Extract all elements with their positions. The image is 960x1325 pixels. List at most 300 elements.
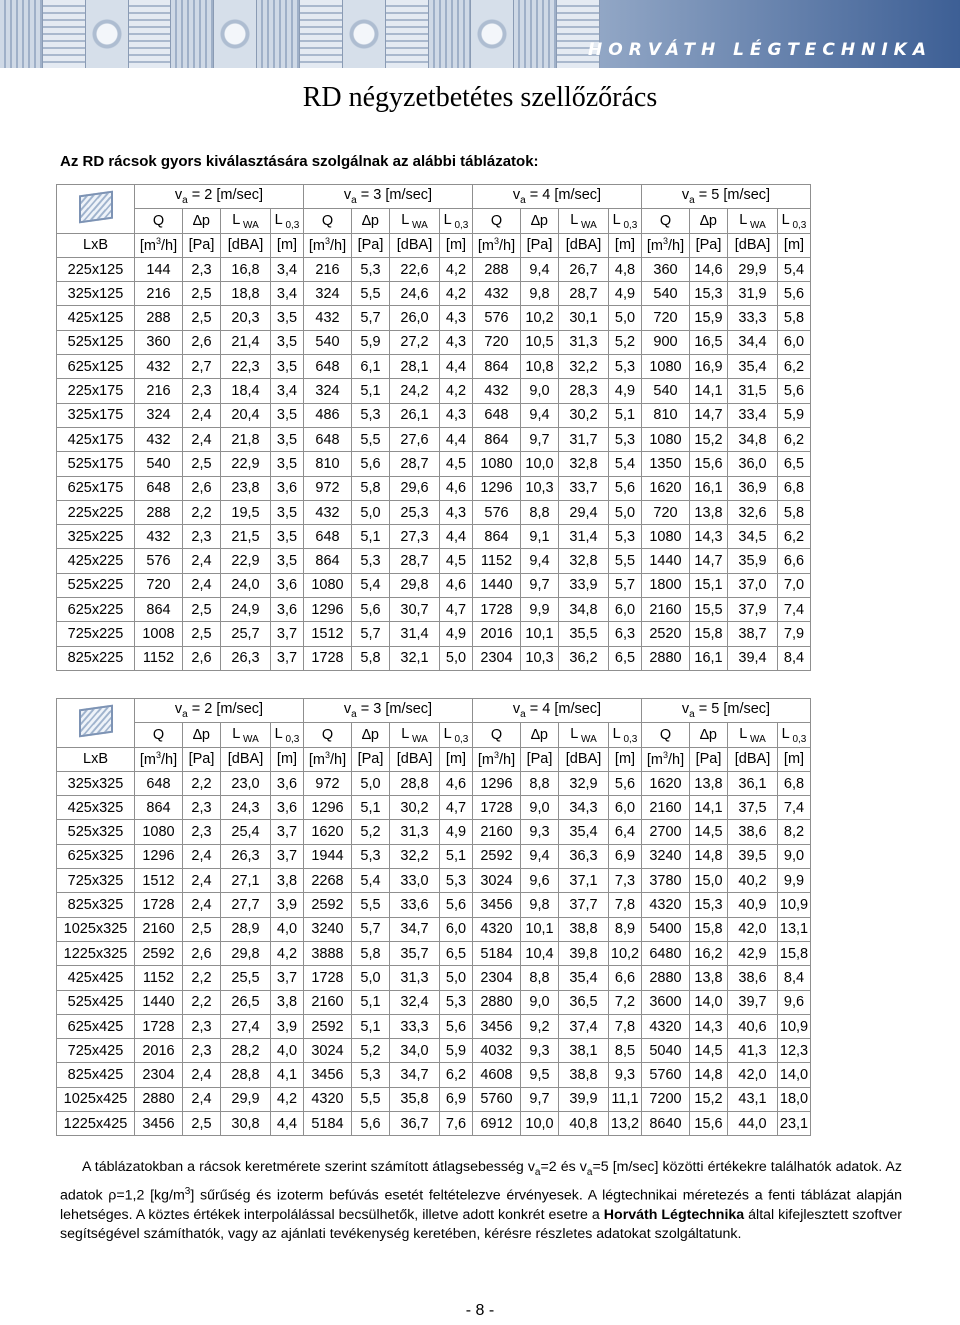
table-row: [57, 893, 811, 917]
table-cell: 40,9: [728, 893, 778, 917]
table-cell: 3,5: [271, 403, 304, 427]
table-cell: 5,0: [440, 966, 473, 990]
col-header-q: Q: [642, 209, 690, 233]
table-cell: 29,8: [221, 941, 271, 965]
table-cell: 38,1: [559, 1039, 609, 1063]
unit-q: $[m^3/h]$: [304, 233, 352, 257]
unit-pa: [Pa]: [183, 233, 221, 257]
table-cell: 1728: [473, 796, 521, 820]
page-title: RD négyzetbetétes szellőzőrács: [302, 82, 658, 113]
table-row: [57, 844, 811, 868]
table-cell: 15,5: [690, 598, 728, 622]
table-row: [57, 500, 811, 524]
table-cell: 432: [304, 500, 352, 524]
table-cell: 37,9: [728, 598, 778, 622]
table-cell: 5,1: [440, 844, 473, 868]
table-cell: 5,0: [609, 500, 642, 524]
table-cell: 5,6: [609, 476, 642, 500]
table-cell: 5,2: [609, 330, 642, 354]
table-cell: 2,4: [183, 403, 221, 427]
table-cell: 15,3: [690, 893, 728, 917]
table-cell: 3,9: [271, 1014, 304, 1038]
table-cell: 3780: [642, 869, 690, 893]
table-cell: 38,7: [728, 622, 778, 646]
table-cell: 576: [473, 306, 521, 330]
table-row: [57, 1014, 811, 1038]
table-cell: 1080: [304, 573, 352, 597]
table-cell: 4,8: [609, 257, 642, 281]
table-cell: 5,1: [352, 990, 390, 1014]
table-cell: 5,5: [609, 549, 642, 573]
table-cell: 28,7: [390, 549, 440, 573]
table-cell: 4,6: [440, 771, 473, 795]
table-cell: 29,9: [221, 1087, 271, 1111]
table-cell: 1512: [135, 869, 183, 893]
table-cell: 6,2: [440, 1063, 473, 1087]
table-cell: 4320: [642, 1014, 690, 1038]
table-cell: 32,6: [728, 500, 778, 524]
table-cell: 2,6: [183, 941, 221, 965]
table-cell: 38,6: [728, 966, 778, 990]
table-cell: 33,6: [390, 893, 440, 917]
table-cell: 24,2: [390, 379, 440, 403]
unit-dba: [dBA]: [221, 747, 271, 771]
table-cell: 32,1: [390, 646, 440, 670]
col-header-lwa: L $_{WA}$: [559, 723, 609, 747]
table-cell: 2,4: [183, 549, 221, 573]
table-row: [57, 622, 811, 646]
table-cell: 15,2: [690, 1087, 728, 1111]
table-cell: 1728: [473, 598, 521, 622]
col-header-lwa: L $_{WA}$: [221, 209, 271, 233]
table-cell: 37,0: [728, 573, 778, 597]
table-cell: 1728: [304, 646, 352, 670]
table-cell: 4,3: [440, 330, 473, 354]
table-cell: 720: [473, 330, 521, 354]
table-cell: 2,4: [183, 844, 221, 868]
table-row: [57, 427, 811, 451]
table-cell: 5,3: [609, 355, 642, 379]
col-header-lwa: L $_{WA}$: [559, 209, 609, 233]
table-cell: 22,9: [221, 549, 271, 573]
table-cell: 5760: [642, 1063, 690, 1087]
col-header-l03: L $_{0,3}$: [271, 209, 304, 233]
table-cell: 5,3: [352, 257, 390, 281]
col-header-q: Q: [304, 209, 352, 233]
table-cell: 15,1: [690, 573, 728, 597]
table-cell: 4,6: [440, 476, 473, 500]
table-cell: 2,4: [183, 573, 221, 597]
table-cell: 2,4: [183, 1087, 221, 1111]
row-size-label: 625x325: [57, 844, 135, 868]
table-cell: 2592: [473, 844, 521, 868]
table-cell: 19,5: [221, 500, 271, 524]
table-cell: 432: [473, 282, 521, 306]
table-cell: 28,1: [390, 355, 440, 379]
table-cell: 4,4: [440, 355, 473, 379]
table-cell: 25,3: [390, 500, 440, 524]
table-cell: 4032: [473, 1039, 521, 1063]
row-size-label: 825x325: [57, 893, 135, 917]
selection-table-1: [56, 184, 811, 671]
table-cell: 4,2: [271, 1087, 304, 1111]
table-cell: 42,0: [728, 917, 778, 941]
table-row: [57, 257, 811, 281]
table-cell: 36,2: [559, 646, 609, 670]
table-cell: 2880: [642, 646, 690, 670]
table-cell: 2592: [304, 1014, 352, 1038]
table-cell: 25,5: [221, 966, 271, 990]
table-cell: 540: [304, 330, 352, 354]
unit-q: $[m^3/h]$: [135, 233, 183, 257]
table-cell: 15,3: [690, 282, 728, 306]
table-cell: 31,5: [728, 379, 778, 403]
table-cell: 8,8: [521, 500, 559, 524]
table-cell: 1080: [642, 427, 690, 451]
table-cell: 5,7: [352, 306, 390, 330]
table-row: [57, 966, 811, 990]
table-cell: 36,0: [728, 452, 778, 476]
table-cell: 36,3: [559, 844, 609, 868]
unit-dba: [dBA]: [221, 233, 271, 257]
table-cell: 39,4: [728, 646, 778, 670]
table-cell: 10,1: [521, 917, 559, 941]
table-row: [57, 1087, 811, 1111]
table-cell: 2,2: [183, 990, 221, 1014]
table-cell: 144: [135, 257, 183, 281]
table-cell: 5040: [642, 1039, 690, 1063]
table-cell: 1728: [135, 893, 183, 917]
table-cell: 1296: [304, 796, 352, 820]
table-cell: 6,0: [778, 330, 811, 354]
table-cell: 2520: [642, 622, 690, 646]
table-cell: 10,0: [521, 452, 559, 476]
table-cell: 3,7: [271, 844, 304, 868]
table-cell: 31,9: [728, 282, 778, 306]
table-cell: 14,7: [690, 549, 728, 573]
table-cell: 11,1: [609, 1087, 642, 1111]
table-cell: 5,8: [778, 306, 811, 330]
table-cell: 28,8: [221, 1063, 271, 1087]
table-cell: 2,3: [183, 1039, 221, 1063]
table-cell: 35,8: [390, 1087, 440, 1111]
col-header-l03: L $_{0,3}$: [778, 209, 811, 233]
row-size-label: 825x225: [57, 646, 135, 670]
unit-q: $[m^3/h]$: [304, 747, 352, 771]
col-header-l03: L $_{0,3}$: [440, 723, 473, 747]
table-cell: 39,8: [559, 941, 609, 965]
table-cell: 10,5: [521, 330, 559, 354]
table-cell: 35,4: [559, 966, 609, 990]
table-cell: 6,2: [778, 525, 811, 549]
unit-q: $[m^3/h]$: [135, 747, 183, 771]
table-cell: 2,2: [183, 771, 221, 795]
table-row: [57, 771, 811, 795]
table-cell: 2,3: [183, 525, 221, 549]
table-cell: 864: [135, 796, 183, 820]
table-cell: 4,9: [609, 379, 642, 403]
table-cell: 1296: [473, 476, 521, 500]
col-header-lwa: L $_{WA}$: [221, 723, 271, 747]
table-cell: 14,6: [690, 257, 728, 281]
table-cell: 34,3: [559, 796, 609, 820]
table-cell: 14,0: [690, 990, 728, 1014]
table-cell: 5,9: [440, 1039, 473, 1063]
table-cell: 21,8: [221, 427, 271, 451]
table-cell: 9,2: [521, 1014, 559, 1038]
table-cell: 3,5: [271, 525, 304, 549]
table-row: [57, 941, 811, 965]
table-cell: 9,8: [521, 282, 559, 306]
table-cell: 4320: [473, 917, 521, 941]
table-cell: 2,5: [183, 306, 221, 330]
table-cell: 5,5: [352, 1087, 390, 1111]
table-cell: 864: [473, 427, 521, 451]
table-cell: 4,2: [440, 379, 473, 403]
table-cell: 540: [642, 282, 690, 306]
table-cell: 5,4: [609, 452, 642, 476]
table-cell: 3240: [304, 917, 352, 941]
table-cell: 16,5: [690, 330, 728, 354]
table-cell: 5,7: [609, 573, 642, 597]
row-size-label: 1225x325: [57, 941, 135, 965]
table-row: [57, 525, 811, 549]
row-size-label: 525x325: [57, 820, 135, 844]
table-cell: 7,9: [778, 622, 811, 646]
table-cell: 15,0: [690, 869, 728, 893]
table-cell: 5,5: [352, 893, 390, 917]
table-cell: 2,6: [183, 330, 221, 354]
table-cell: 24,6: [390, 282, 440, 306]
table-cell: 2,4: [183, 893, 221, 917]
table-cell: 7,3: [609, 869, 642, 893]
unit-m: [m]: [271, 233, 304, 257]
table-cell: 14,5: [690, 820, 728, 844]
col-header-lxb: LxB: [57, 747, 135, 771]
table-cell: 30,2: [559, 403, 609, 427]
table-cell: 44,0: [728, 1112, 778, 1136]
table-cell: 38,8: [559, 917, 609, 941]
table-cell: 5,4: [778, 257, 811, 281]
table-cell: 5,2: [352, 1039, 390, 1063]
table-cell: 41,3: [728, 1039, 778, 1063]
speed-group-header: $v_a = 2$ [m/sec]: [135, 699, 304, 723]
table-cell: 3,4: [271, 257, 304, 281]
table-cell: 39,5: [728, 844, 778, 868]
table-cell: 216: [304, 257, 352, 281]
table-cell: 2880: [642, 966, 690, 990]
table-cell: 720: [135, 573, 183, 597]
table-cell: 648: [304, 427, 352, 451]
table-cell: 1080: [642, 355, 690, 379]
table-cell: 1080: [473, 452, 521, 476]
table-row: [57, 820, 811, 844]
row-size-label: 525x175: [57, 452, 135, 476]
col-header-q: Q: [304, 723, 352, 747]
table-cell: 33,7: [559, 476, 609, 500]
row-size-label: 625x175: [57, 476, 135, 500]
table-cell: 2160: [642, 796, 690, 820]
col-header-l03: L $_{0,3}$: [271, 723, 304, 747]
table-cell: 648: [135, 476, 183, 500]
table-cell: 26,0: [390, 306, 440, 330]
table-cell: 5,3: [352, 549, 390, 573]
table-row: [57, 355, 811, 379]
table-cell: 2016: [473, 622, 521, 646]
table-cell: 3,7: [271, 820, 304, 844]
table-cell: 26,5: [221, 990, 271, 1014]
table-cell: 35,7: [390, 941, 440, 965]
table-cell: 14,3: [690, 525, 728, 549]
table-cell: 31,4: [559, 525, 609, 549]
row-size-label: 825x425: [57, 1063, 135, 1087]
table-cell: 22,9: [221, 452, 271, 476]
table-cell: 1152: [473, 549, 521, 573]
table-cell: 216: [135, 282, 183, 306]
table-cell: 2,7: [183, 355, 221, 379]
table-cell: 6,6: [778, 549, 811, 573]
table-cell: 6,1: [352, 355, 390, 379]
table-cell: 6,5: [440, 941, 473, 965]
table-cell: 3,5: [271, 330, 304, 354]
table-cell: 40,6: [728, 1014, 778, 1038]
table-cell: 2304: [135, 1063, 183, 1087]
table-cell: 6,2: [778, 355, 811, 379]
table-cell: 3456: [473, 1014, 521, 1038]
table-cell: 15,8: [690, 917, 728, 941]
table-cell: 38,6: [728, 820, 778, 844]
table-cell: 37,7: [559, 893, 609, 917]
table-cell: 14,0: [778, 1063, 811, 1087]
table-cell: 1296: [304, 598, 352, 622]
unit-pa: [Pa]: [690, 233, 728, 257]
table-cell: 3456: [135, 1112, 183, 1136]
table-cell: 2,5: [183, 282, 221, 306]
table-cell: 2,6: [183, 646, 221, 670]
row-size-label: 425x225: [57, 549, 135, 573]
table-cell: 15,6: [690, 1112, 728, 1136]
table-cell: 7200: [642, 1087, 690, 1111]
row-size-label: 725x425: [57, 1039, 135, 1063]
table-cell: 6480: [642, 941, 690, 965]
table-cell: 21,5: [221, 525, 271, 549]
table-cell: 18,4: [221, 379, 271, 403]
table-cell: 648: [304, 525, 352, 549]
table-cell: 37,4: [559, 1014, 609, 1038]
grille-icon: [57, 185, 135, 234]
table-cell: 15,9: [690, 306, 728, 330]
grille-product-strip: [0, 0, 600, 68]
table-cell: 1800: [642, 573, 690, 597]
col-header-l03: L $_{0,3}$: [778, 723, 811, 747]
table-cell: 5,8: [352, 646, 390, 670]
table-cell: 9,4: [521, 257, 559, 281]
table-cell: 2016: [135, 1039, 183, 1063]
row-size-label: 425x125: [57, 306, 135, 330]
table-cell: 15,8: [690, 622, 728, 646]
table-row: [57, 990, 811, 1014]
table-cell: 2160: [642, 598, 690, 622]
table-cell: 6,5: [778, 452, 811, 476]
table-cell: 2700: [642, 820, 690, 844]
table-cell: 28,3: [559, 379, 609, 403]
table-row: [57, 646, 811, 670]
table-cell: 4,5: [440, 452, 473, 476]
unit-pa: [Pa]: [352, 233, 390, 257]
table-cell: 5,3: [609, 427, 642, 451]
table-cell: 432: [135, 355, 183, 379]
table-cell: 8,8: [521, 966, 559, 990]
table-cell: 2,4: [183, 869, 221, 893]
table-cell: 39,7: [728, 990, 778, 1014]
table-cell: 5400: [642, 917, 690, 941]
table-row: [57, 917, 811, 941]
table-cell: 3,5: [271, 306, 304, 330]
table-cell: 10,0: [521, 1112, 559, 1136]
table-cell: 2880: [135, 1087, 183, 1111]
table-cell: 15,6: [690, 452, 728, 476]
unit-q: $[m^3/h]$: [642, 747, 690, 771]
table-cell: 9,5: [521, 1063, 559, 1087]
table-cell: 9,7: [521, 1087, 559, 1111]
row-size-label: 425x425: [57, 966, 135, 990]
row-size-label: 325x125: [57, 282, 135, 306]
table-cell: 7,4: [778, 796, 811, 820]
table-cell: 35,4: [728, 355, 778, 379]
table-cell: 9,6: [521, 869, 559, 893]
speed-group-header: $v_a = 4$ [m/sec]: [473, 699, 642, 723]
table-cell: 864: [473, 525, 521, 549]
table-cell: 28,8: [390, 771, 440, 795]
row-size-label: 325x175: [57, 403, 135, 427]
col-header-q: Q: [473, 723, 521, 747]
table-cell: 3,7: [271, 622, 304, 646]
table-cell: 9,3: [521, 1039, 559, 1063]
table-cell: 14,8: [690, 844, 728, 868]
table-cell: 27,2: [390, 330, 440, 354]
col-header-q: Q: [135, 723, 183, 747]
table-cell: 3,9: [271, 893, 304, 917]
table-row: [57, 1063, 811, 1087]
table-cell: 42,0: [728, 1063, 778, 1087]
table-cell: 2880: [473, 990, 521, 1014]
table-cell: 14,5: [690, 1039, 728, 1063]
row-size-label: 525x425: [57, 990, 135, 1014]
table-cell: 5,9: [352, 330, 390, 354]
table-cell: 12,3: [778, 1039, 811, 1063]
table-cell: 3240: [642, 844, 690, 868]
table-cell: 2,6: [183, 476, 221, 500]
row-size-label: 325x225: [57, 525, 135, 549]
table-cell: 26,1: [390, 403, 440, 427]
table-cell: 32,2: [390, 844, 440, 868]
table-cell: 1296: [135, 844, 183, 868]
table-cell: 5,3: [352, 1063, 390, 1087]
table-cell: 13,8: [690, 966, 728, 990]
table-cell: 21,4: [221, 330, 271, 354]
table-cell: 3,8: [271, 990, 304, 1014]
table-cell: 5,0: [440, 646, 473, 670]
table-cell: 34,8: [728, 427, 778, 451]
table-cell: 5,1: [352, 1014, 390, 1038]
table-cell: 5,6: [352, 1112, 390, 1136]
table-cell: 4320: [304, 1087, 352, 1111]
row-size-label: 625x425: [57, 1014, 135, 1038]
table-cell: 3,6: [271, 476, 304, 500]
table-cell: 27,1: [221, 869, 271, 893]
table-cell: 1080: [642, 525, 690, 549]
table-cell: 28,9: [221, 917, 271, 941]
